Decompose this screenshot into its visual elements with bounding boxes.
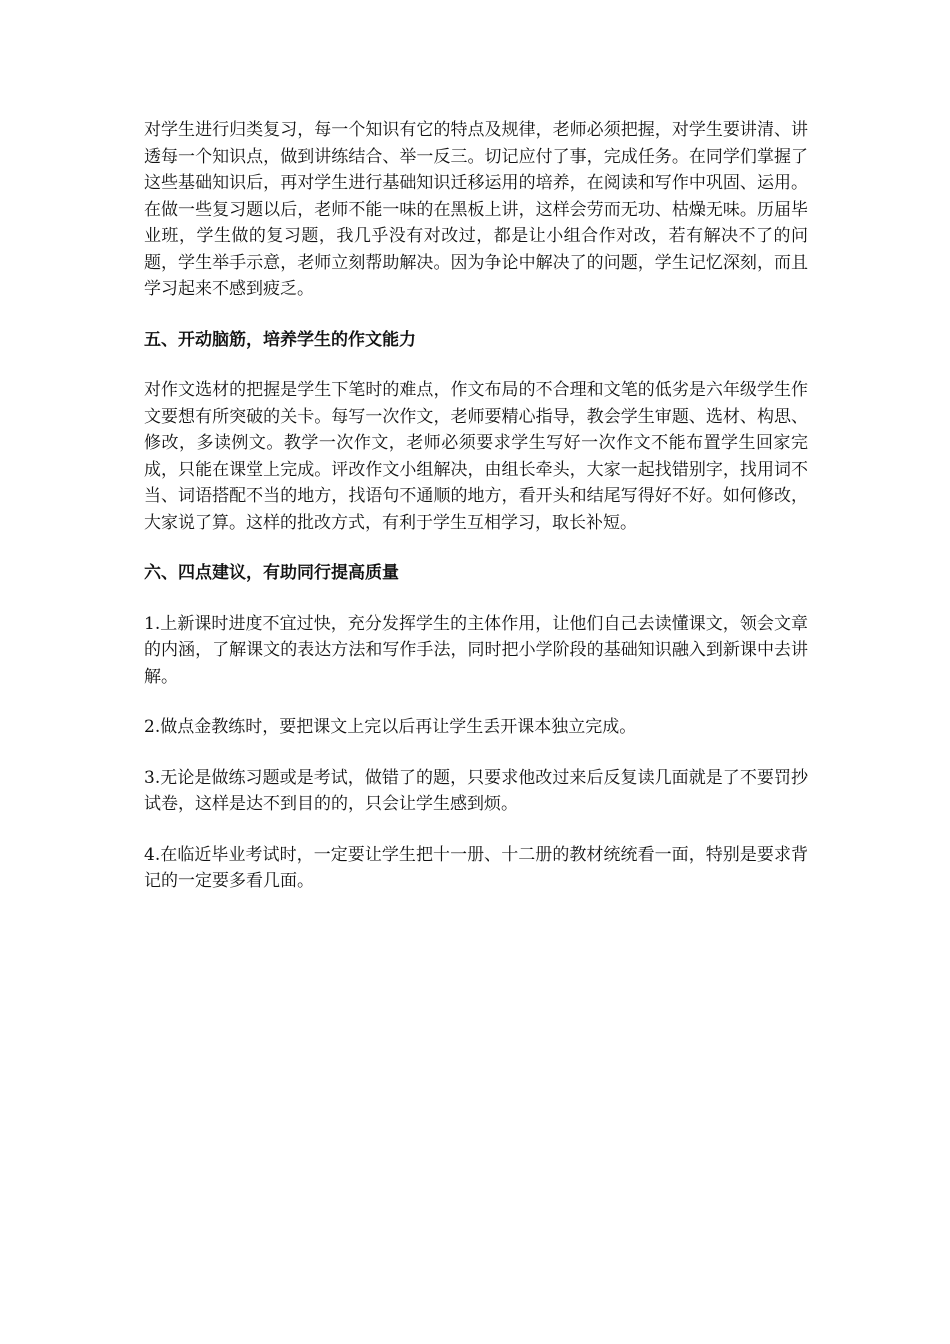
document-page xyxy=(144,117,808,919)
section-six-heading: 六、四点建议，有助同行提高质量 xyxy=(144,563,399,583)
section-five-heading: 五、开动脑筋，培养学生的作文能力 xyxy=(144,329,416,350)
suggestion-item-3: 3.无论是做练习题或是考试，做错了的题，只要求他改过来后反复读几面就是了不要罚抄试卷，这样是达不到目的的，只会让学生感到烦。 xyxy=(144,767,808,814)
intro-paragraph: 对学生进行归类复习，每一个知识有它的特点及规律，老师必须把握，对学生要讲清、讲透每一个知识点，做到讲练结合、举一反三。切记应付了事，完成任务。在同学们掌握了这些基础知识后，再对学生进行基础知识迁移运用的培养，在阅读和写作中巩固、运用。在做一些复习题以后，老师不能一味的在黑板上讲，这样会劳而无功、枯燥无味。历届毕业班，学生做的复习题，我几乎没有对改过，都是让小组合作对改，若有解决不了的问题，学生举手示意，老师立刻帮助解决。因为争论中解决了的问题，学生记忆深刻，而且学习起来不感到疲乏。 xyxy=(144,120,808,299)
suggestion-item-1: 1.上新课时进度不宜过快，充分发挥学生的主体作用，让他们自己去读懂课文，领会文章的内涵，了解课文的表达方法和写作手法，同时把小学阶段的基础知识融入到新课中去讲解。 xyxy=(144,613,808,687)
section-five-paragraph: 对作文选材的把握是学生下笔时的难点，作文布局的不合理和文笔的低劣是六年级学生作文要想有所突破的关卡。每写一次作文，老师要精心指导，教会学生审题、选材、构思、修改，多读例文。教学一次作文，老师必须要求学生写好一次作文不能布置学生回家完成，只能在课堂上完成。评改作文小组解决，由组长牵头，大家一起找错别字，找用词不当、词语搭配不当的地方，找语句不通顺的地方，看开头和结尾写得好不好。如何修改，大家说了算。这样的批改方式，有利于学生互相学习，取长补短。 xyxy=(144,380,808,533)
suggestion-item-2: 2.做点金教练时，要把课文上完以后再让学生丢开课本独立完成。 xyxy=(144,717,637,737)
suggestion-item-4: 4.在临近毕业考试时，一定要让学生把十一册、十二册的教材统统看一面，特别是要求背记的一定要多看几面。 xyxy=(144,844,808,891)
